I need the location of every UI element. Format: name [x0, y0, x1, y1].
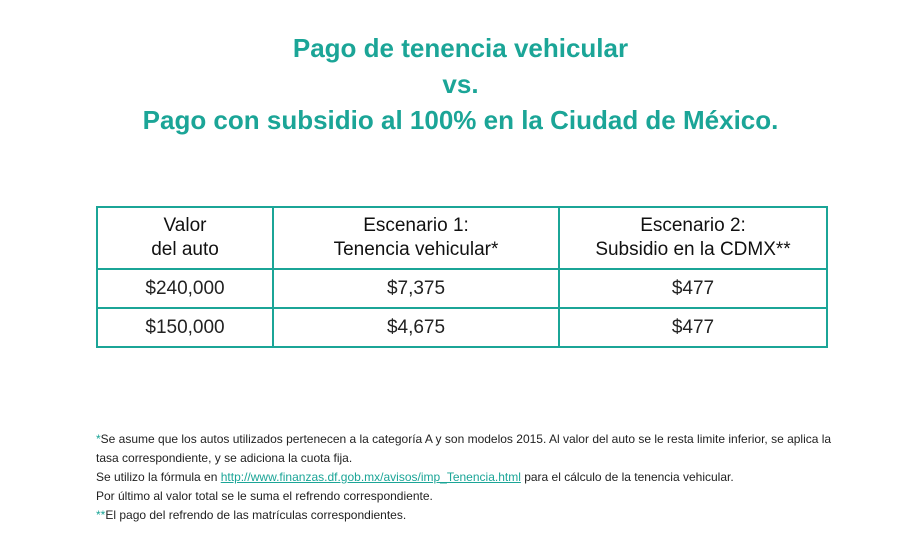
header-car-value	[97, 207, 273, 269]
footnotes	[96, 430, 856, 525]
cell-car-value: $150,000	[97, 308, 273, 347]
header-scenario-1-line2: Tenencia vehicular*	[333, 239, 499, 260]
formula-suffix: para el cálculo de la tenencia vehicular.	[520, 470, 734, 484]
header-scenario-1-line1: Escenario 1:	[363, 215, 469, 236]
header-scenario-2-line1: Escenario 2:	[640, 215, 746, 236]
footnote-2-text: El pago del refrendo de las matrículas correspondientes.	[105, 508, 407, 522]
footnote-2	[96, 506, 856, 525]
cell-scenario-1: $4,675	[273, 308, 559, 347]
cell-scenario-2: $477	[559, 269, 827, 308]
footnote-2-mark: **	[96, 508, 106, 522]
footnote-1	[96, 430, 856, 468]
formula-prefix: Se utilizo la fórmula en	[96, 470, 221, 484]
table-header-row	[97, 207, 827, 269]
title-line-3: Pago con subsidio al 100% en la Ciudad de México.	[142, 105, 779, 135]
footnote-formula	[96, 468, 856, 487]
header-scenario-2	[559, 207, 827, 269]
cell-car-value: $240,000	[97, 269, 273, 308]
table-row	[97, 269, 827, 308]
footnote-1-mark: *	[96, 432, 101, 446]
title-line-1: Pago de tenencia vehicular	[292, 33, 629, 63]
formula-link[interactable]: http://www.finanzas.df.gob.mx/avisos/imp_Tenencia.html	[220, 470, 521, 484]
footnote-1-end: Por último al valor total se le suma el refrendo correspondiente.	[96, 489, 433, 503]
comparison-table	[96, 206, 828, 348]
page-title	[0, 30, 921, 138]
title-line-2: vs.	[442, 69, 479, 99]
header-car-value-line1: Valor	[163, 215, 207, 236]
table-row	[97, 308, 827, 347]
footnote-1-text: Se asume que los autos utilizados pertenecen a la categoría A y son modelos 2015. Al valor del auto se le resta limite inferior, se aplica la tasa correspondiente, y se adiciona la cuota fija.	[96, 432, 832, 465]
header-car-value-line2: del auto	[151, 239, 219, 260]
cell-scenario-1: $7,375	[273, 269, 559, 308]
header-scenario-2-line2: Subsidio en la CDMX**	[595, 239, 791, 260]
cell-scenario-2: $477	[559, 308, 827, 347]
header-scenario-1	[273, 207, 559, 269]
